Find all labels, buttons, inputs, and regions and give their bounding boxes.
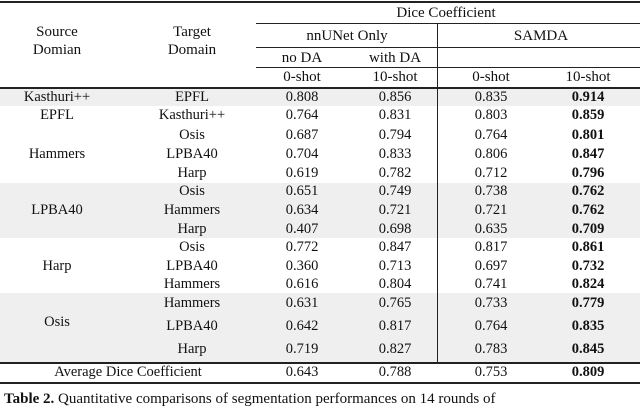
method-divider	[437, 24, 438, 362]
value-cell: 0.765	[378, 295, 412, 311]
value-cell: 0.634	[285, 202, 319, 218]
value-cell: 0.772	[285, 239, 319, 255]
header-source-line2: Domian	[32, 42, 82, 58]
value-cell: 0.835	[474, 89, 508, 105]
target-cell: Hammers	[163, 276, 221, 292]
header-samda: SAMDA	[513, 28, 569, 44]
average-value: 0.788	[378, 364, 412, 380]
dice-underline	[256, 23, 640, 24]
target-cell: LPBA40	[166, 318, 218, 334]
value-cell: 0.856	[378, 89, 412, 105]
target-cell: Harp	[177, 165, 207, 181]
value-cell: 0.704	[285, 146, 319, 162]
value-cell: 0.407	[285, 221, 319, 237]
value-cell: 0.806	[474, 146, 508, 162]
value-cell: 0.741	[474, 276, 508, 292]
header-rule	[0, 87, 640, 89]
value-cell: 0.831	[378, 107, 412, 123]
value-cell: 0.733	[474, 295, 508, 311]
best-value-cell: 0.709	[571, 221, 605, 237]
header-source-line1: Source	[36, 24, 78, 40]
source-harp: Harp	[42, 258, 72, 274]
caption-text: Quantitative comparisons of segmentation performances on 14 rounds of	[58, 391, 496, 407]
value-cell: 0.764	[285, 107, 319, 123]
value-cell: 0.360	[285, 258, 319, 274]
table-caption	[4, 390, 640, 408]
target-cell: Harp	[177, 221, 207, 237]
target-cell: LPBA40	[166, 258, 218, 274]
target-cell: Harp	[177, 341, 207, 357]
header-shot-2: 10-shot	[372, 69, 418, 85]
best-value-cell: 0.845	[571, 341, 605, 357]
source-lpba40: LPBA40	[31, 202, 83, 218]
value-cell: 0.651	[285, 183, 319, 199]
average-best-value: 0.809	[571, 364, 605, 380]
value-cell: 0.713	[378, 258, 412, 274]
average-value: 0.643	[285, 364, 319, 380]
source-hammers: Hammers	[28, 146, 86, 162]
value-cell: 0.698	[378, 221, 412, 237]
target-cell: Osis	[179, 239, 205, 255]
best-value-cell: 0.914	[571, 89, 605, 105]
value-cell: 0.738	[474, 183, 508, 199]
target-cell: EPFL	[175, 89, 209, 105]
value-cell: 0.833	[378, 146, 412, 162]
best-value-cell: 0.801	[571, 127, 605, 143]
value-cell: 0.782	[378, 165, 412, 181]
header-shot-3: 0-shot	[472, 69, 510, 85]
best-value-cell: 0.847	[571, 146, 605, 162]
best-value-cell: 0.835	[571, 318, 605, 334]
best-value-cell: 0.796	[571, 165, 605, 181]
header-no-da: no DA	[281, 50, 323, 66]
value-cell: 0.764	[474, 318, 508, 334]
top-rule	[0, 1, 640, 3]
value-cell: 0.847	[378, 239, 412, 255]
source-osis: Osis	[44, 314, 70, 330]
best-value-cell: 0.859	[571, 107, 605, 123]
best-value-cell: 0.779	[571, 295, 605, 311]
caption-label: Table 2.	[4, 391, 55, 407]
source-epfl: EPFL	[40, 107, 74, 123]
target-cell: Hammers	[163, 295, 221, 311]
value-cell: 0.783	[474, 341, 508, 357]
value-cell: 0.794	[378, 127, 412, 143]
value-cell: 0.697	[474, 258, 508, 274]
header-nnunet: nnUNet Only	[306, 28, 388, 44]
best-value-cell: 0.762	[571, 202, 605, 218]
row-shade-osis-group	[0, 293, 640, 363]
value-cell: 0.631	[285, 295, 319, 311]
best-value-cell: 0.824	[571, 276, 605, 292]
row-shade-kasthuri	[0, 89, 640, 106]
bottom-rule	[0, 382, 640, 384]
value-cell: 0.808	[285, 89, 319, 105]
header-target-line1: Target	[173, 24, 211, 40]
value-cell: 0.804	[378, 276, 412, 292]
value-cell: 0.749	[378, 183, 412, 199]
value-cell: 0.712	[474, 165, 508, 181]
value-cell: 0.687	[285, 127, 319, 143]
value-cell: 0.721	[474, 202, 508, 218]
target-cell: LPBA40	[166, 146, 218, 162]
header-target-line2: Domain	[167, 42, 217, 58]
average-label: Average Dice Coefficient	[54, 364, 202, 380]
value-cell: 0.764	[474, 127, 508, 143]
value-cell: 0.642	[285, 318, 319, 334]
best-value-cell: 0.762	[571, 183, 605, 199]
methods-underline	[256, 47, 640, 48]
value-cell: 0.817	[474, 239, 508, 255]
average-value: 0.753	[474, 364, 508, 380]
value-cell: 0.817	[378, 318, 412, 334]
best-value-cell: 0.732	[571, 258, 605, 274]
target-cell: Hammers	[163, 202, 221, 218]
header-shot-1: 0-shot	[283, 69, 321, 85]
target-cell: Osis	[179, 127, 205, 143]
target-cell: Kasthuri++	[158, 107, 226, 123]
value-cell: 0.635	[474, 221, 508, 237]
best-value-cell: 0.861	[571, 239, 605, 255]
row-shade-lpba40-group	[0, 183, 640, 238]
value-cell: 0.619	[285, 165, 319, 181]
source-kasthuri: Kasthuri++	[23, 89, 91, 105]
target-cell: Osis	[179, 183, 205, 199]
header-with-da: with DA	[368, 50, 422, 66]
value-cell: 0.616	[285, 276, 319, 292]
value-cell: 0.827	[378, 341, 412, 357]
value-cell: 0.721	[378, 202, 412, 218]
header-dice: Dice Coefficient	[396, 5, 496, 21]
header-shot-4: 10-shot	[565, 69, 611, 85]
value-cell: 0.719	[285, 341, 319, 357]
value-cell: 0.803	[474, 107, 508, 123]
